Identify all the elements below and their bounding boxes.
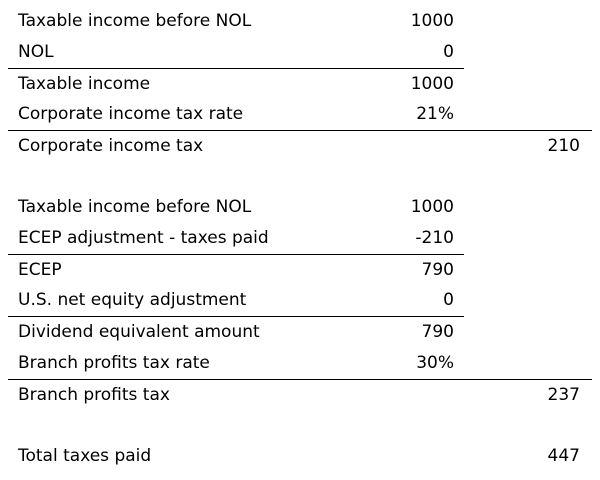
total-label: Total taxes paid [18, 446, 152, 466]
row-label: U.S. net equity adjustment [18, 290, 247, 310]
row-label: Taxable income before NOL [18, 197, 252, 217]
row-total-taxes-paid [0, 441, 600, 472]
total-value: 447 [547, 446, 580, 466]
row-total-value: 237 [547, 385, 580, 405]
row-value: 1000 [410, 11, 454, 31]
row-total-value: 210 [547, 136, 580, 156]
row-label: ECEP adjustment - taxes paid [18, 228, 269, 248]
row-ecep [0, 255, 600, 286]
row-corporate-income-tax-rate [0, 99, 600, 130]
row-taxable-income [0, 69, 600, 100]
row-corporate-income-tax [0, 131, 600, 162]
row-label: Branch profits tax [18, 385, 170, 405]
row-label: Branch profits tax rate [18, 353, 210, 373]
row-value: 30% [416, 353, 454, 373]
row-value: 1000 [410, 197, 454, 217]
row-value: 0 [443, 42, 454, 62]
row-branch-profits-tax [0, 380, 600, 411]
row-label: Corporate income tax rate [18, 104, 244, 124]
row-ecep-adjustment [0, 223, 600, 254]
row-taxable-income-before-nol-2 [0, 192, 600, 223]
row-value: 1000 [410, 74, 454, 94]
row-us-net-equity-adjustment [0, 285, 600, 316]
row-label: NOL [18, 42, 54, 62]
row-value: 21% [416, 104, 454, 124]
row-label: ECEP [18, 260, 62, 280]
row-value: 0 [443, 290, 454, 310]
row-taxable-income-before-nol [0, 6, 600, 37]
row-label: Corporate income tax [18, 136, 204, 156]
row-label: Taxable income before NOL [18, 11, 252, 31]
row-value: -210 [415, 228, 454, 248]
row-label: Taxable income [18, 74, 151, 94]
row-dividend-equivalent-amount [0, 317, 600, 348]
row-label: Dividend equivalent amount [18, 322, 260, 342]
row-value: 790 [421, 322, 454, 342]
row-branch-profits-tax-rate [0, 348, 600, 379]
row-nol [0, 37, 600, 68]
row-value: 790 [421, 260, 454, 280]
